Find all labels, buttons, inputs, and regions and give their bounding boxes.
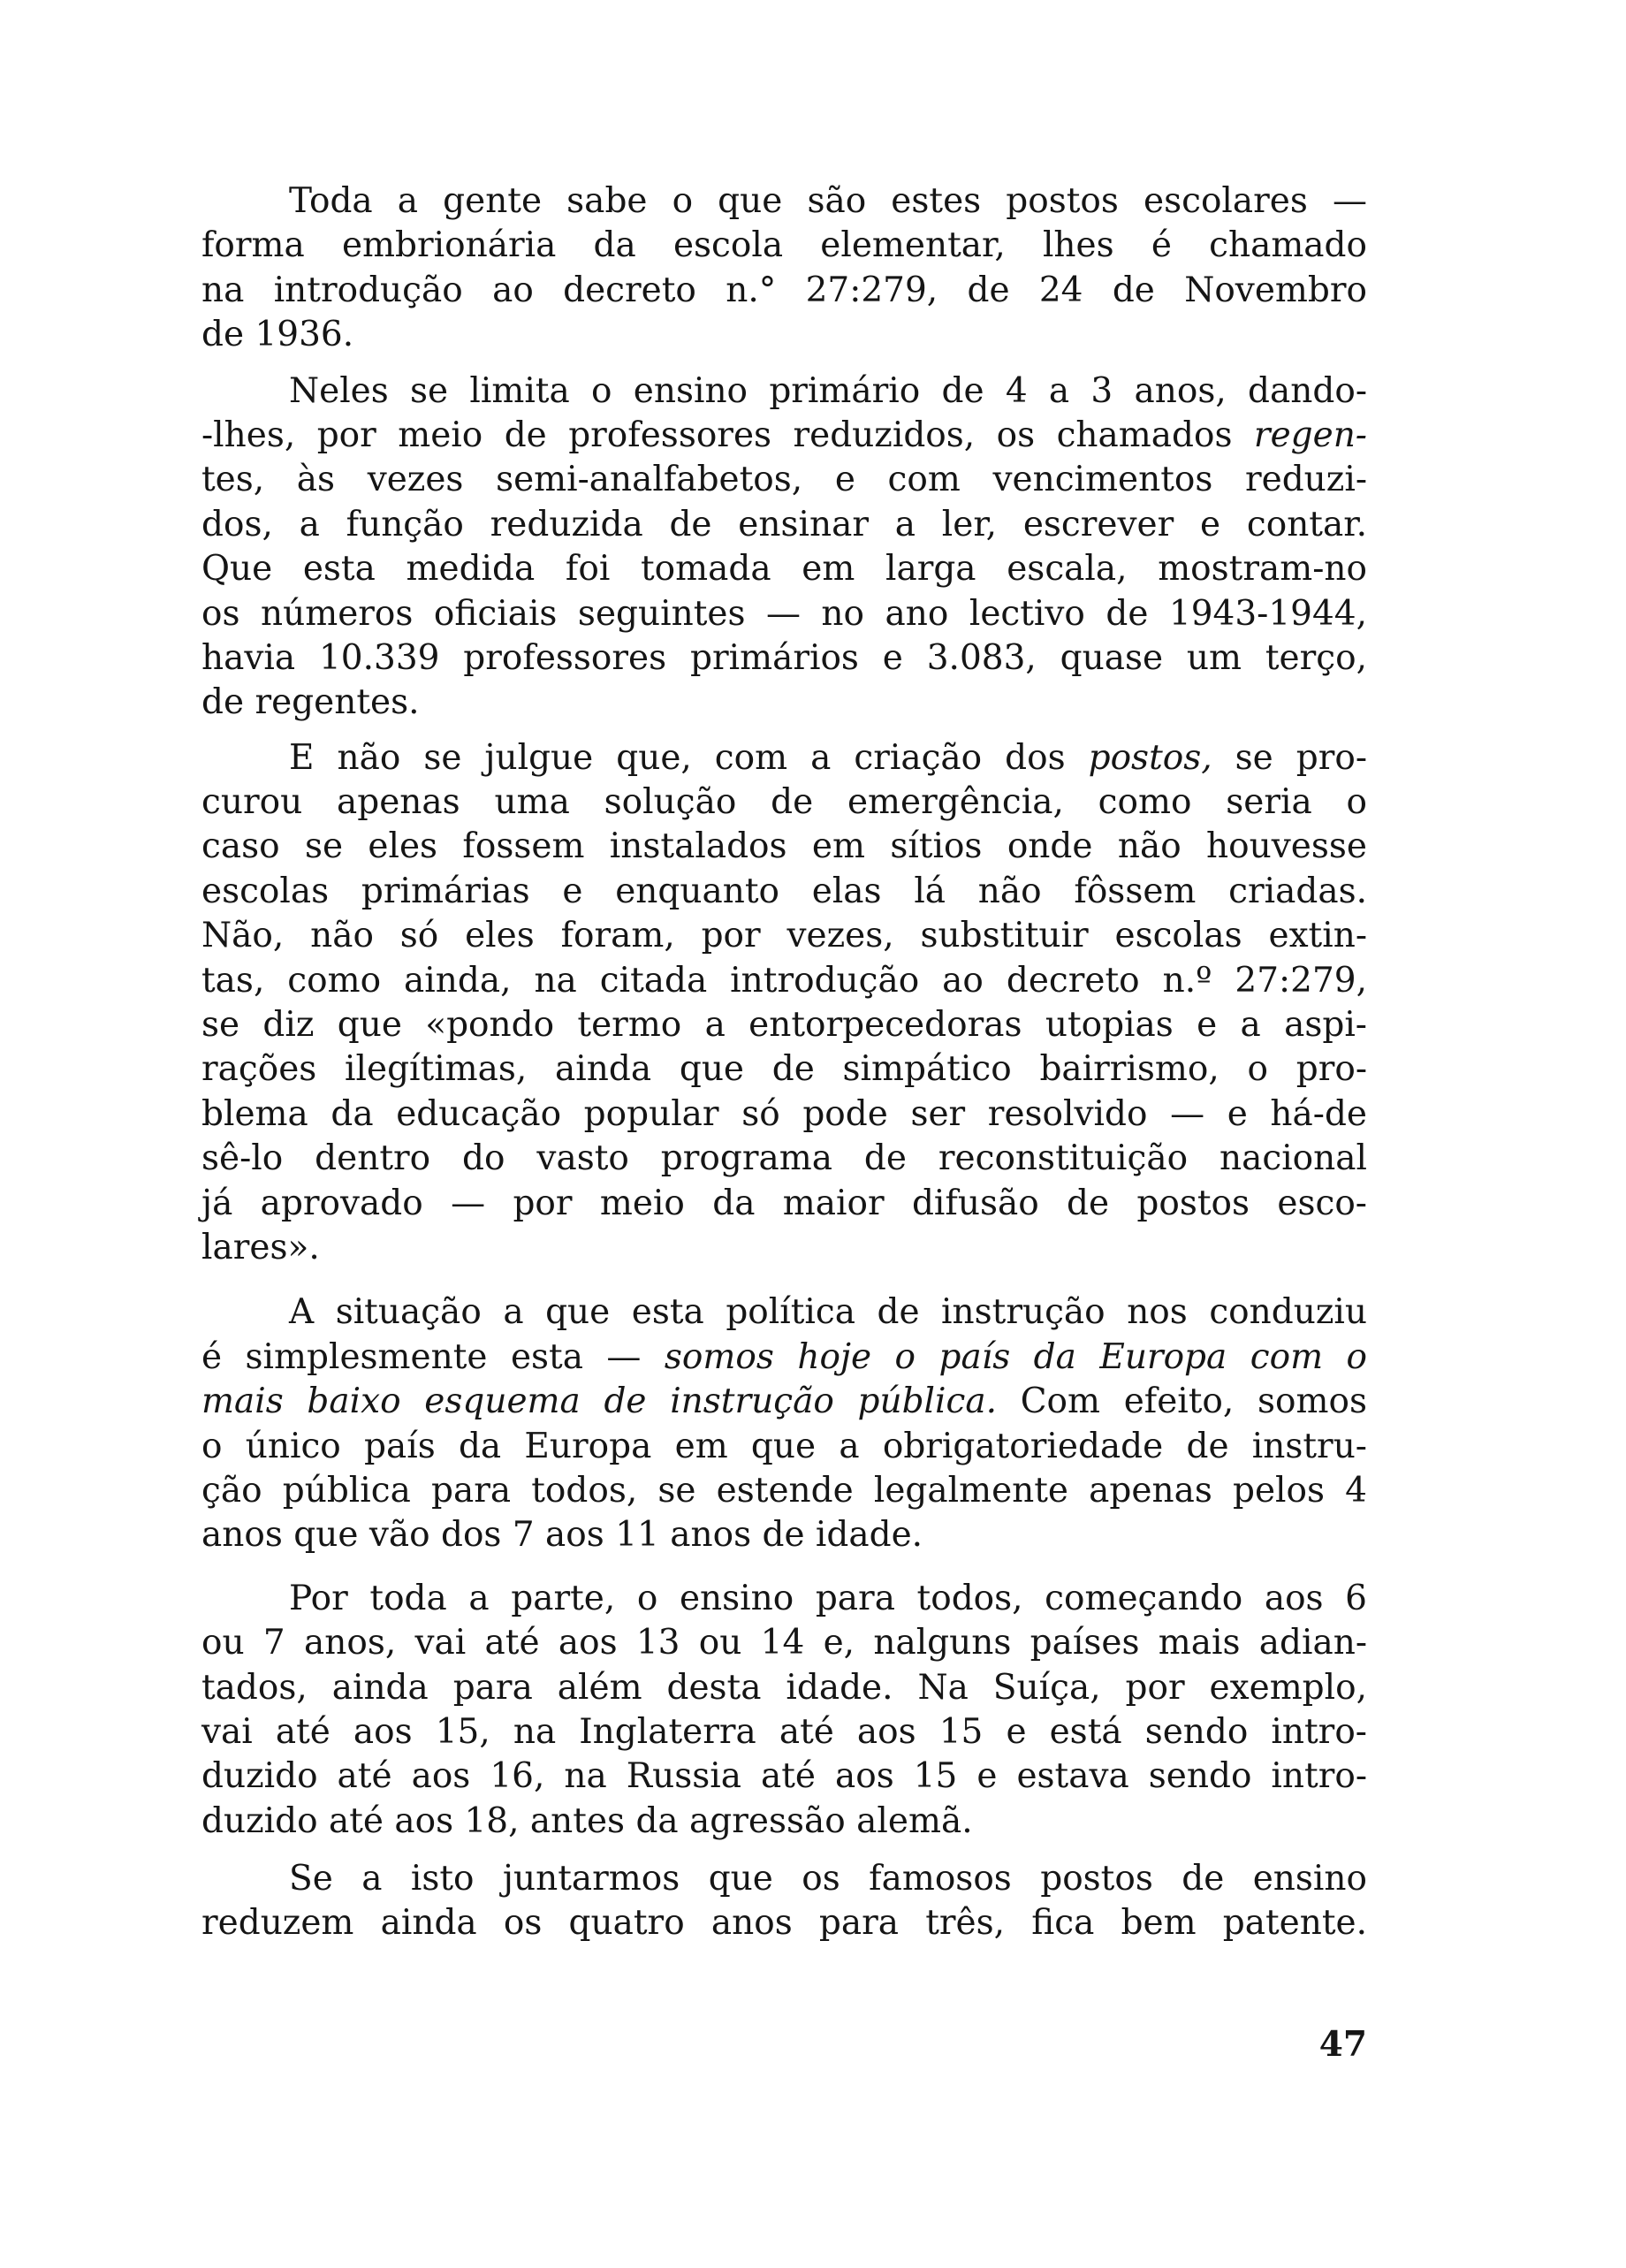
text-line: sê-lo dentro do vasto programa de reconstituição nacional: [201, 1138, 1367, 1179]
text-line: Que esta medida foi tomada em larga escala, mostram-no: [201, 549, 1367, 590]
italic-text-segment: regen-: [1253, 415, 1367, 455]
text-line: Toda a gente sabe o que são estes postos escolares —: [289, 181, 1367, 221]
text-line: Não, não só eles foram, por vezes, substituir escolas extin-: [201, 916, 1367, 956]
text-line: tas, como ainda, na citada introdução ao decreto n.º 27:279,: [201, 960, 1367, 1001]
text-line: Se a isto juntarmos que os famosos postos de ensino: [289, 1859, 1367, 1899]
text-line: [201, 1380, 1367, 1424]
paragraph: [201, 1857, 1367, 1946]
text-line: de regentes.: [201, 682, 420, 723]
paragraph: [201, 369, 1367, 726]
text-line: duzido até aos 16, na Russia até aos 15 e estava sendo intro-: [201, 1756, 1367, 1797]
text-line: reduzem ainda os quatro anos para três, fica bem patente.: [201, 1903, 1367, 1944]
text-line: [201, 1336, 1367, 1380]
text-line: os números oficiais seguintes — no ano lectivo de 1943-1944,: [201, 593, 1367, 634]
italic-text-segment: mais baixo esquema de instrução pública.: [201, 1381, 997, 1422]
text-line: escolas primárias e enquanto elas lá não fôssem criadas.: [201, 871, 1367, 911]
text-line: duzido até aos 18, antes da agressão alemã.: [201, 1800, 973, 1841]
text-line: de 1936.: [201, 315, 354, 355]
text-line: blema da educação popular só pode ser resolvido — e há-de: [201, 1093, 1367, 1134]
text-line: caso se eles fossem instalados em sítios onde não houvesse: [201, 826, 1367, 867]
text-line: Neles se limita o ensino primário de 4 a 3 anos, dando-: [289, 370, 1367, 411]
page-number: 47: [1318, 2024, 1367, 2065]
text-segment: Com efeito, somos: [997, 1381, 1367, 1422]
paragraph: [201, 1290, 1367, 1557]
text-line: forma embrionária da escola elementar, lhes é chamado: [201, 225, 1367, 266]
text-line: curou apenas uma solução de emergência, como seria o: [201, 782, 1367, 823]
body-text: [201, 179, 1367, 1946]
text-line: na introdução ao decreto n.° 27:279, de 24 de Novembro: [201, 270, 1367, 310]
text-line: [201, 736, 1367, 780]
text-line: vai até aos 15, na Inglaterra até aos 15 e está sendo intro-: [201, 1711, 1367, 1752]
text-line: Por toda a parte, o ensino para todos, começando aos 6: [289, 1578, 1367, 1618]
text-line: tados, ainda para além desta idade. Na Suíça, por exemplo,: [201, 1667, 1367, 1708]
text-line: se diz que «pondo termo a entorpecedoras utopias e a aspi-: [201, 1005, 1367, 1046]
text-line: rações ilegítimas, ainda que de simpático bairrismo, o pro-: [201, 1049, 1367, 1090]
text-segment: -lhes, por meio de professores reduzidos, os chamados: [201, 415, 1254, 455]
italic-text-segment: postos,: [1088, 737, 1212, 778]
text-segment: E não se julgue que, com a criação dos: [289, 737, 1089, 778]
text-line: anos que vão dos 7 aos 11 anos de idade.: [201, 1515, 923, 1556]
text-line: o único país da Europa em que a obrigatoriedade de instru-: [201, 1426, 1367, 1466]
text-line: ção pública para todos, se estende legalmente apenas pelos 4: [201, 1470, 1367, 1511]
text-segment: é simplesmente esta —: [201, 1336, 665, 1377]
paragraph: [201, 736, 1367, 1271]
text-segment: se pro-: [1212, 737, 1367, 778]
text-line: tes, às vezes semi-analfabetos, e com vencimentos reduzi-: [201, 460, 1367, 500]
paragraph: [201, 179, 1367, 358]
text-line: [201, 414, 1367, 458]
text-line: havia 10.339 professores primários e 3.083, quase um terço,: [201, 637, 1367, 678]
text-line: A situação a que esta política de instrução nos conduziu: [289, 1292, 1367, 1333]
text-line: ou 7 anos, vai até aos 13 ou 14 e, nalguns países mais adian-: [201, 1623, 1367, 1663]
text-line: lares».: [201, 1227, 320, 1267]
text-line: dos, a função reduzida de ensinar a ler, escrever e contar.: [201, 504, 1367, 544]
paragraph: [201, 1577, 1367, 1844]
text-line: já aprovado — por meio da maior difusão de postos esco-: [201, 1183, 1367, 1223]
italic-text-segment: somos hoje o país da Europa com o: [664, 1336, 1367, 1377]
